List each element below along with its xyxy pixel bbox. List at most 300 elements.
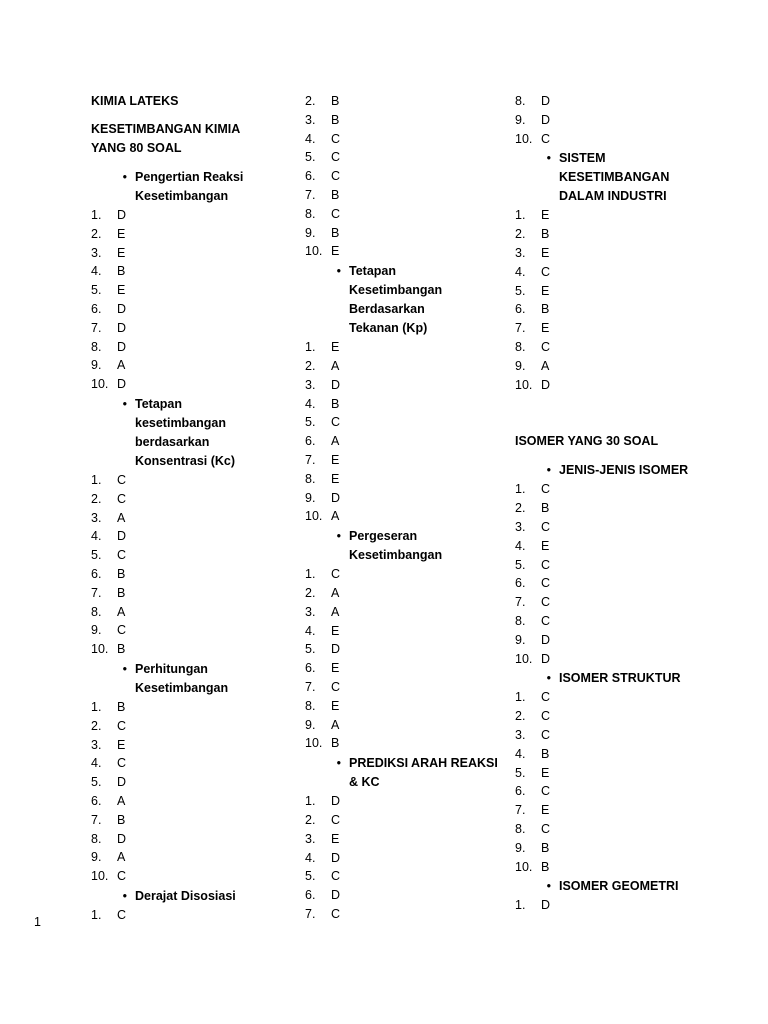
list-item <box>515 244 715 263</box>
item-number: 2. <box>305 812 316 827</box>
list-item <box>91 603 291 622</box>
list-item <box>305 205 505 224</box>
list-item <box>305 507 505 526</box>
item-number: 2. <box>305 585 316 600</box>
item-number: 9. <box>515 840 526 855</box>
bullet-icon: • <box>546 879 551 894</box>
section <box>305 262 505 526</box>
section-heading <box>91 887 291 906</box>
section-heading <box>515 877 715 896</box>
list-item <box>515 338 715 357</box>
item-number: 10. <box>515 377 533 392</box>
answer-letter: C <box>331 131 341 146</box>
item-number: 6. <box>305 169 316 184</box>
list-item <box>305 886 505 905</box>
section-title: Pergeseran Kesetimbangan <box>349 529 443 563</box>
item-number: 3. <box>305 831 316 846</box>
list-item <box>515 225 715 244</box>
list-item <box>515 499 715 518</box>
document-title: KIMIA LATEKS <box>91 94 179 108</box>
item-number: 2. <box>91 491 102 506</box>
list-item <box>305 432 505 451</box>
item-number: 7. <box>515 595 526 610</box>
item-number: 3. <box>515 519 526 534</box>
list-item <box>515 782 715 801</box>
list-item <box>305 395 505 414</box>
answer-letter: B <box>541 840 550 855</box>
item-number: 2. <box>515 227 526 242</box>
item-number: 6. <box>305 661 316 676</box>
item-number: 7. <box>91 812 102 827</box>
list-item <box>515 764 715 783</box>
list-item <box>305 565 505 584</box>
item-number: 1. <box>91 907 102 922</box>
section-heading <box>305 527 505 565</box>
list-item <box>91 244 291 263</box>
item-number: 5. <box>91 283 102 298</box>
section-title: Tetapan Kesetimbangan Berdasarkan Tekanan (Kp) <box>349 264 443 336</box>
list-item <box>515 593 715 612</box>
answer-letter: C <box>541 595 551 610</box>
answer-list <box>91 698 291 886</box>
list-item <box>515 631 715 650</box>
answer-letter: A <box>541 358 550 373</box>
item-number: 9. <box>305 717 316 732</box>
answer-letter: E <box>541 245 550 260</box>
list-item <box>91 225 291 244</box>
answer-letter: C <box>541 264 551 279</box>
answer-list <box>305 338 505 526</box>
item-number: 10. <box>91 377 109 392</box>
item-number: 1. <box>515 898 526 913</box>
isomer-title: ISOMER YANG 30 SOAL <box>515 434 659 449</box>
item-number: 10. <box>515 131 533 146</box>
answer-letter: C <box>541 821 551 836</box>
list-item <box>91 867 291 886</box>
item-number: 1. <box>515 208 526 223</box>
list-item <box>305 167 505 186</box>
list-item <box>515 574 715 593</box>
section-title: Derajat Disosiasi <box>135 888 236 903</box>
item-number: 5. <box>305 415 316 430</box>
answer-letter: B <box>117 566 126 581</box>
item-number: 9. <box>515 632 526 647</box>
list-item <box>305 111 505 130</box>
answer-letter: C <box>541 784 551 799</box>
section-heading <box>515 149 715 206</box>
item-number: 4. <box>305 396 316 411</box>
item-number: 8. <box>91 604 102 619</box>
answer-letter: D <box>117 301 127 316</box>
list-item <box>91 509 291 528</box>
answer-letter: A <box>331 509 340 524</box>
item-number: 2. <box>515 709 526 724</box>
column-2 <box>305 92 505 924</box>
answer-letter: A <box>331 604 340 619</box>
answer-letter: C <box>117 548 127 563</box>
item-number: 6. <box>515 784 526 799</box>
list-item <box>305 603 505 622</box>
answer-letter: E <box>331 698 340 713</box>
list-item <box>305 470 505 489</box>
answer-letter: D <box>541 377 551 392</box>
item-number: 4. <box>515 746 526 761</box>
answer-list <box>305 792 505 924</box>
item-number: 8. <box>91 339 102 354</box>
list-item <box>515 612 715 631</box>
item-number: 5. <box>305 150 316 165</box>
section-title: ISOMER STRUKTUR <box>559 671 681 686</box>
bullet-icon: • <box>546 463 551 478</box>
item-number: 8. <box>515 94 526 108</box>
continued-list <box>515 92 715 148</box>
item-number: 4. <box>305 623 316 638</box>
item-number: 9. <box>91 623 102 638</box>
item-number: 3. <box>515 245 526 260</box>
answer-letter: B <box>541 746 550 761</box>
list-item <box>515 556 715 575</box>
answer-letter: C <box>117 623 127 638</box>
list-item <box>515 858 715 877</box>
item-number: 1. <box>91 472 102 487</box>
bullet-icon: • <box>546 151 551 166</box>
answer-letter: A <box>331 585 340 600</box>
item-number: 3. <box>515 727 526 742</box>
list-item <box>305 867 505 886</box>
answer-letter: D <box>541 94 551 108</box>
section-title: Perhitungan Kesetimbangan <box>135 661 229 695</box>
item-number: 5. <box>305 642 316 657</box>
answer-letter: C <box>331 679 341 694</box>
answer-letter: E <box>117 283 126 298</box>
answer-letter: B <box>117 585 126 600</box>
answer-letter: C <box>541 709 551 724</box>
answer-letter: E <box>117 245 126 260</box>
item-number: 5. <box>515 557 526 572</box>
bullet-icon: • <box>336 529 341 544</box>
answer-letter: C <box>541 557 551 572</box>
section-heading <box>305 262 505 338</box>
item-number: 6. <box>91 793 102 808</box>
answer-letter: C <box>331 812 341 827</box>
answer-letter: A <box>117 793 126 808</box>
item-number: 6. <box>91 566 102 581</box>
section-heading <box>305 754 505 792</box>
answer-letter: B <box>541 302 550 317</box>
answer-letter: D <box>331 794 341 809</box>
item-number: 5. <box>305 869 316 884</box>
list-item <box>305 697 505 716</box>
section <box>305 527 505 753</box>
list-item <box>305 716 505 735</box>
item-number: 2. <box>91 226 102 241</box>
answer-letter: E <box>541 765 550 780</box>
answer-letter: C <box>541 727 551 742</box>
answer-letter: B <box>331 225 340 240</box>
answer-list <box>515 688 715 876</box>
list-item <box>305 376 505 395</box>
list-item <box>91 848 291 867</box>
column-3 <box>515 92 715 915</box>
list-item <box>515 130 715 149</box>
section-title: Pengertian Reaksi Kesetimbangan <box>135 170 244 203</box>
answer-letter: E <box>117 226 126 241</box>
answer-letter: C <box>117 869 127 884</box>
section <box>91 887 291 925</box>
column-1 <box>91 92 291 925</box>
item-number: 9. <box>515 358 526 373</box>
item-number: 4. <box>305 131 316 146</box>
list-item <box>515 839 715 858</box>
section-heading <box>91 395 291 471</box>
answer-letter: E <box>331 623 340 638</box>
list-item <box>305 186 505 205</box>
list-item <box>305 659 505 678</box>
item-number: 2. <box>515 501 526 516</box>
list-item <box>515 376 715 395</box>
list-item <box>91 754 291 773</box>
list-item <box>305 148 505 167</box>
item-number: 2. <box>305 94 316 108</box>
list-item <box>91 621 291 640</box>
item-number: 4. <box>515 538 526 553</box>
answer-list <box>91 206 291 394</box>
list-item <box>305 413 505 432</box>
item-number: 3. <box>91 510 102 525</box>
list-item <box>91 906 291 925</box>
answer-letter: A <box>117 604 126 619</box>
item-number: 8. <box>515 821 526 836</box>
list-item <box>91 262 291 281</box>
answer-letter: D <box>117 208 127 222</box>
answer-letter: C <box>331 150 341 165</box>
section-title: Tetapan kesetimbangan berdasarkan Konsentrasi (Kc) <box>135 396 236 468</box>
item-number: 4. <box>91 529 102 544</box>
answer-letter: C <box>331 869 341 884</box>
item-number: 10. <box>91 642 109 657</box>
section <box>91 660 291 886</box>
item-number: 3. <box>305 377 316 392</box>
answer-letter: D <box>331 377 341 392</box>
answer-letter: D <box>117 775 127 790</box>
answer-list <box>305 565 505 753</box>
item-number: 1. <box>515 690 526 705</box>
answer-list <box>91 471 291 659</box>
item-number: 3. <box>91 245 102 260</box>
list-item <box>305 905 505 924</box>
item-number: 4. <box>515 264 526 279</box>
list-item <box>515 357 715 376</box>
answer-letter: B <box>331 94 340 108</box>
page-number: 1 <box>34 915 41 929</box>
item-number: 7. <box>305 906 316 921</box>
answer-letter: E <box>541 321 550 336</box>
answer-letter: C <box>331 567 341 582</box>
list-item <box>305 338 505 357</box>
item-number: 6. <box>305 888 316 903</box>
list-item <box>515 518 715 537</box>
item-number: 9. <box>91 850 102 865</box>
list-item <box>305 357 505 376</box>
bullet-icon: • <box>122 170 127 184</box>
answer-letter: A <box>117 850 126 865</box>
answer-list <box>515 92 715 148</box>
list-item <box>305 92 505 111</box>
bullet-icon: • <box>336 264 341 279</box>
section-title: ISOMER GEOMETRI <box>559 879 679 894</box>
section-heading <box>515 461 715 480</box>
answer-letter: B <box>541 227 550 242</box>
list-item <box>305 489 505 508</box>
item-number: 2. <box>305 358 316 373</box>
list-item <box>91 338 291 357</box>
list-item <box>515 111 715 130</box>
list-item <box>305 451 505 470</box>
answer-letter: E <box>541 803 550 818</box>
continued-list <box>305 92 505 261</box>
item-number: 8. <box>515 339 526 354</box>
list-item <box>515 206 715 225</box>
answer-letter: E <box>331 471 340 486</box>
section <box>515 669 715 876</box>
list-item <box>515 801 715 820</box>
list-item <box>91 811 291 830</box>
answer-letter: B <box>117 642 126 657</box>
answer-letter: C <box>331 206 341 221</box>
list-item <box>91 356 291 375</box>
answer-letter: D <box>117 339 127 354</box>
answer-letter: D <box>541 651 551 666</box>
document-subtitle: KESETIMBANGAN KIMIA YANG 80 SOAL <box>91 122 240 155</box>
list-item <box>91 546 291 565</box>
item-number: 5. <box>91 548 102 563</box>
answer-letter: B <box>541 501 550 516</box>
answer-letter: E <box>117 737 126 752</box>
bullet-icon: • <box>336 756 341 771</box>
answer-letter: C <box>541 613 551 628</box>
list-item <box>91 717 291 736</box>
answer-letter: D <box>541 632 551 647</box>
item-number: 6. <box>305 434 316 449</box>
list-item <box>515 745 715 764</box>
section <box>515 461 715 668</box>
answer-letter: D <box>117 320 127 335</box>
answer-letter: C <box>117 718 127 733</box>
list-item <box>91 490 291 509</box>
list-item <box>305 130 505 149</box>
list-item <box>91 830 291 849</box>
answer-letter: C <box>117 907 127 922</box>
list-item <box>305 640 505 659</box>
bullet-icon: • <box>122 661 127 676</box>
section-title: PREDIKSI ARAH REAKSI & KC <box>349 756 498 790</box>
list-item <box>515 688 715 707</box>
answer-letter: C <box>541 690 551 705</box>
answer-letter: A <box>331 358 340 373</box>
list-item <box>515 650 715 669</box>
answer-letter: B <box>541 859 550 874</box>
item-number: 8. <box>91 831 102 846</box>
item-number: 1. <box>91 699 102 714</box>
item-number: 10. <box>91 869 109 884</box>
item-number: 7. <box>91 585 102 600</box>
answer-letter: E <box>541 538 550 553</box>
list-item <box>515 726 715 745</box>
answer-letter: C <box>331 906 341 921</box>
section-heading <box>91 660 291 698</box>
bullet-icon: • <box>122 396 127 411</box>
section-heading <box>91 168 291 206</box>
section-title: SISTEM KESETIMBANGAN DALAM INDUSTRI <box>559 151 670 204</box>
answer-list <box>515 480 715 668</box>
answer-letter: C <box>541 339 551 354</box>
answer-letter: A <box>117 358 126 373</box>
list-item <box>91 206 291 225</box>
list-item <box>91 773 291 792</box>
item-number: 6. <box>91 301 102 316</box>
answer-letter: C <box>117 491 127 506</box>
section <box>305 754 505 924</box>
list-item <box>305 830 505 849</box>
item-number: 4. <box>305 850 316 865</box>
item-number: 9. <box>91 358 102 373</box>
item-number: 10. <box>305 509 323 524</box>
bullet-icon: • <box>546 671 551 686</box>
answer-letter: D <box>331 490 341 505</box>
list-item <box>91 584 291 603</box>
list-item <box>91 319 291 338</box>
item-number: 1. <box>515 482 526 497</box>
item-number: 7. <box>305 452 316 467</box>
list-item <box>91 792 291 811</box>
list-item <box>515 263 715 282</box>
list-item <box>515 707 715 726</box>
answer-letter: D <box>117 377 127 392</box>
item-number: 1. <box>91 208 102 222</box>
list-item <box>305 734 505 753</box>
answer-letter: D <box>117 831 127 846</box>
answer-letter: D <box>331 888 341 903</box>
section-heading <box>515 669 715 688</box>
item-number: 5. <box>515 765 526 780</box>
item-number: 4. <box>91 756 102 771</box>
answer-letter: E <box>331 340 340 355</box>
section <box>91 395 291 659</box>
answer-letter: B <box>331 396 340 411</box>
item-number: 2. <box>91 718 102 733</box>
item-number: 6. <box>515 302 526 317</box>
item-number: 9. <box>305 225 316 240</box>
answer-letter: A <box>117 510 126 525</box>
item-number: 7. <box>515 803 526 818</box>
answer-letter: C <box>541 576 551 591</box>
list-item <box>515 537 715 556</box>
answer-letter: D <box>541 898 551 913</box>
item-number: 8. <box>305 206 316 221</box>
item-number: 7. <box>91 320 102 335</box>
item-number: 5. <box>515 283 526 298</box>
list-item <box>91 527 291 546</box>
answer-letter: C <box>541 519 551 534</box>
answer-list <box>91 906 291 925</box>
item-number: 9. <box>515 112 526 127</box>
answer-letter: E <box>331 452 340 467</box>
answer-letter: C <box>117 756 127 771</box>
bullet-icon: • <box>122 888 127 903</box>
list-item <box>91 300 291 319</box>
item-number: 10. <box>305 736 323 751</box>
item-number: 3. <box>91 737 102 752</box>
